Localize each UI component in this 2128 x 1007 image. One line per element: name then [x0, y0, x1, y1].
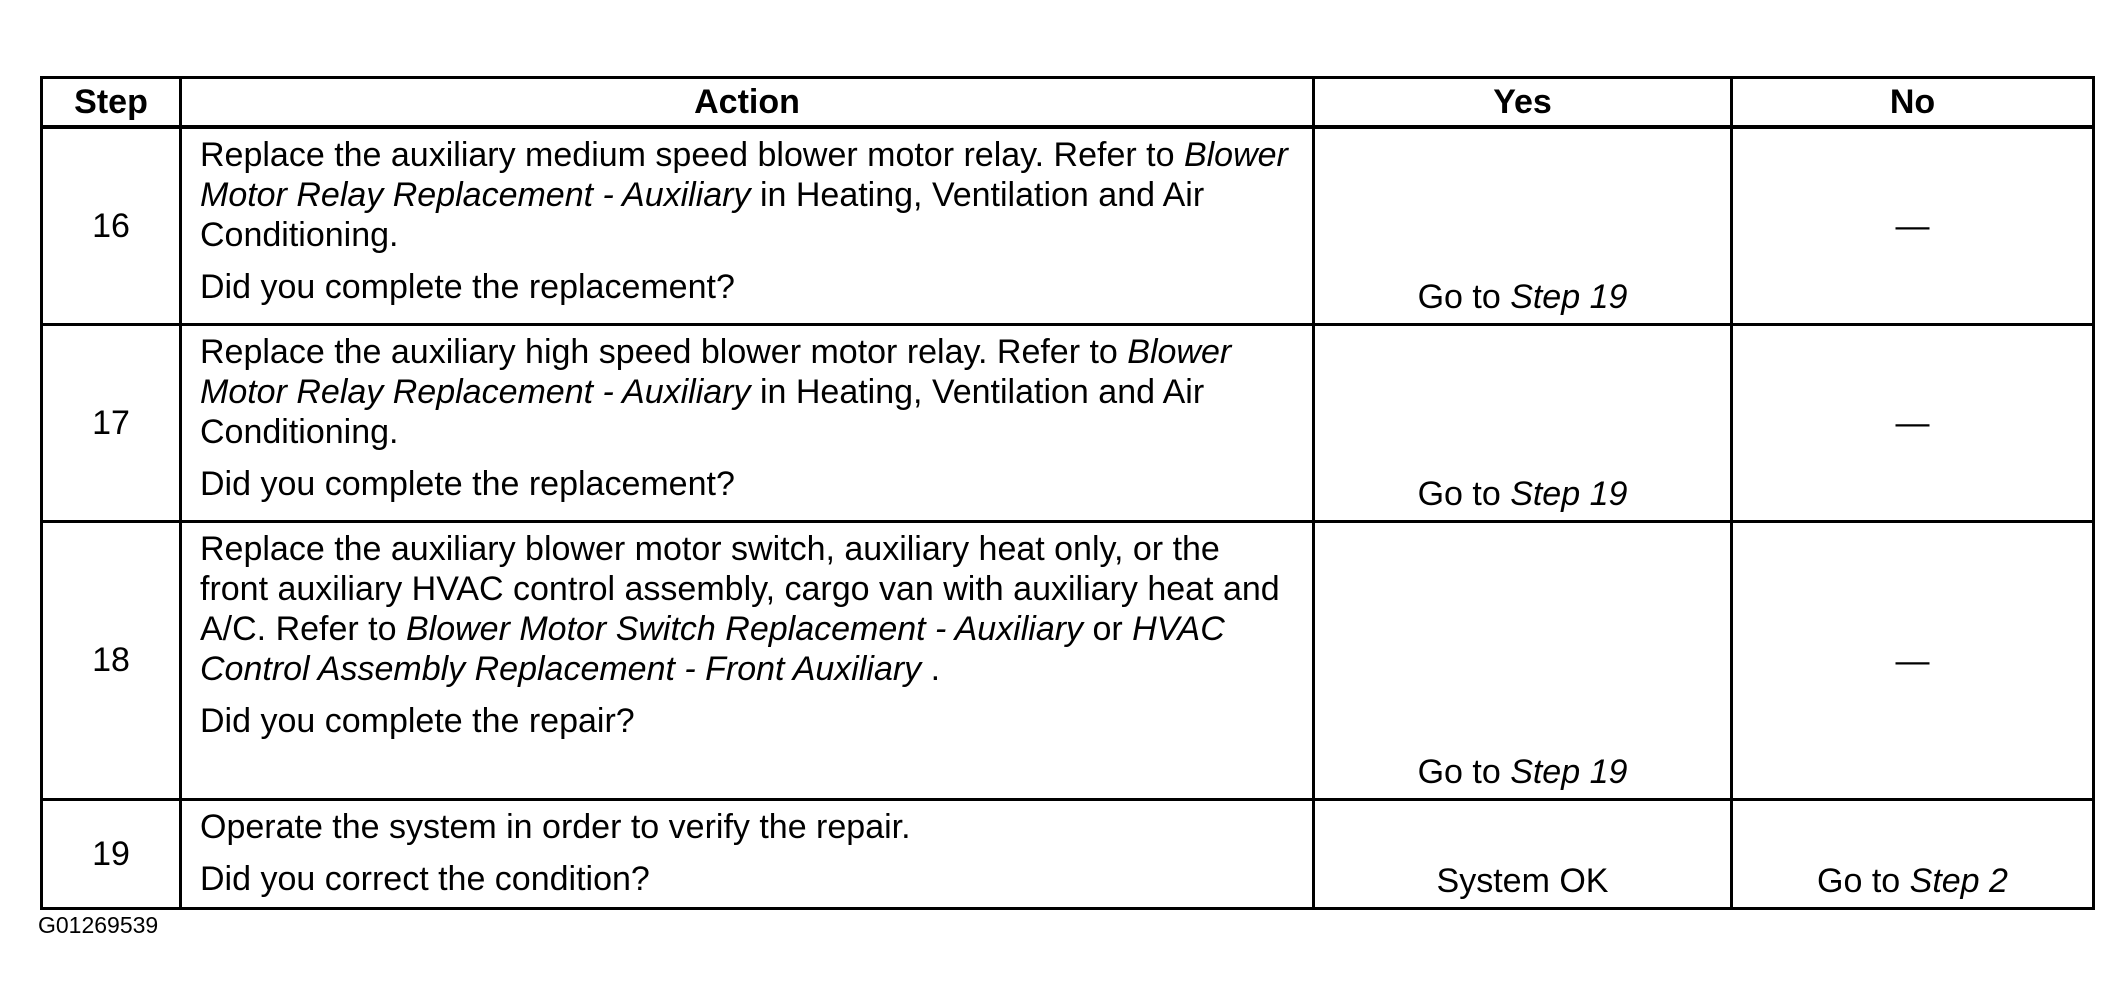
- action-question: Did you complete the replacement?: [200, 268, 735, 306]
- no-step-link: Step 2: [1909, 862, 2008, 900]
- yes-result: [1314, 325, 1732, 522]
- no-result: [1732, 127, 2094, 325]
- action-instruction: [200, 807, 1294, 847]
- action-question: Did you correct the condition?: [200, 860, 650, 898]
- no-text: —: [1895, 207, 1930, 245]
- yes-result: [1314, 800, 1732, 909]
- table-row: [42, 325, 2094, 522]
- action-instruction: [200, 135, 1294, 255]
- table-row: [42, 522, 2094, 800]
- step-number: 18: [42, 522, 181, 800]
- procedure-reference: Blower Motor Relay Replacement - Auxiliary: [200, 333, 1232, 411]
- procedure-reference: Blower Motor Relay Replacement - Auxiliary: [200, 136, 1288, 214]
- no-text: —: [1895, 641, 1930, 680]
- action-text: .: [921, 650, 941, 688]
- step-number: 19: [42, 800, 181, 909]
- no-text: —: [1895, 404, 1930, 442]
- no-header: No: [1732, 78, 2094, 128]
- action-question: Did you complete the repair?: [200, 702, 635, 740]
- action-instruction: [200, 332, 1294, 452]
- action-instruction: [200, 529, 1294, 689]
- action-text: in Heating, Ventilation and Air Conditioning.: [200, 176, 1205, 254]
- yes-step-link: Step 19: [1510, 278, 1628, 316]
- action-text: Replace the auxiliary high speed blower motor relay. Refer to: [200, 333, 1128, 371]
- action-cell: [181, 522, 1314, 800]
- no-result: [1732, 800, 2094, 909]
- action-question: Did you complete the replacement?: [200, 465, 735, 503]
- table-row: [42, 127, 2094, 325]
- action-cell: [181, 800, 1314, 909]
- yes-text: Go to: [1417, 278, 1511, 316]
- action-text: in Heating, Ventilation and Air Conditioning.: [200, 373, 1205, 451]
- no-text: Go to: [1817, 862, 1910, 900]
- yes-step-link: Step 19: [1510, 475, 1628, 513]
- yes-result: [1314, 522, 1732, 800]
- yes-text: System OK: [1436, 862, 1609, 900]
- action-text: Operate the system in order to verify the repair.: [200, 808, 911, 846]
- yes-text: Go to: [1417, 753, 1511, 791]
- step-number: 17: [42, 325, 181, 522]
- table-row: [42, 800, 2094, 909]
- step-header: Step: [42, 78, 181, 128]
- step-number: 16: [42, 127, 181, 325]
- action-text: or: [1083, 610, 1133, 648]
- header-row: [42, 78, 2094, 128]
- procedure-reference: Blower Motor Switch Replacement - Auxiliary: [405, 610, 1084, 648]
- action-cell: [181, 127, 1314, 325]
- action-text: Replace the auxiliary medium speed blower motor relay. Refer to: [200, 136, 1184, 174]
- yes-step-link: Step 19: [1510, 753, 1628, 791]
- action-cell: [181, 325, 1314, 522]
- yes-header: Yes: [1314, 78, 1732, 128]
- no-result: [1732, 522, 2094, 800]
- yes-result: [1314, 127, 1732, 325]
- diagnostic-table: [40, 76, 2095, 910]
- yes-text: Go to: [1417, 475, 1511, 513]
- action-header: Action: [181, 78, 1314, 128]
- action-text: Replace the auxiliary blower motor switch, auxiliary heat only, or the front auxiliary HVAC control assembly, cargo van with auxiliary heat and A/C. Refer to: [200, 530, 1280, 648]
- procedure-reference: HVAC Control Assembly Replacement - Front Auxiliary: [200, 610, 1225, 688]
- no-result: [1732, 325, 2094, 522]
- figure-id: G01269539: [38, 912, 159, 938]
